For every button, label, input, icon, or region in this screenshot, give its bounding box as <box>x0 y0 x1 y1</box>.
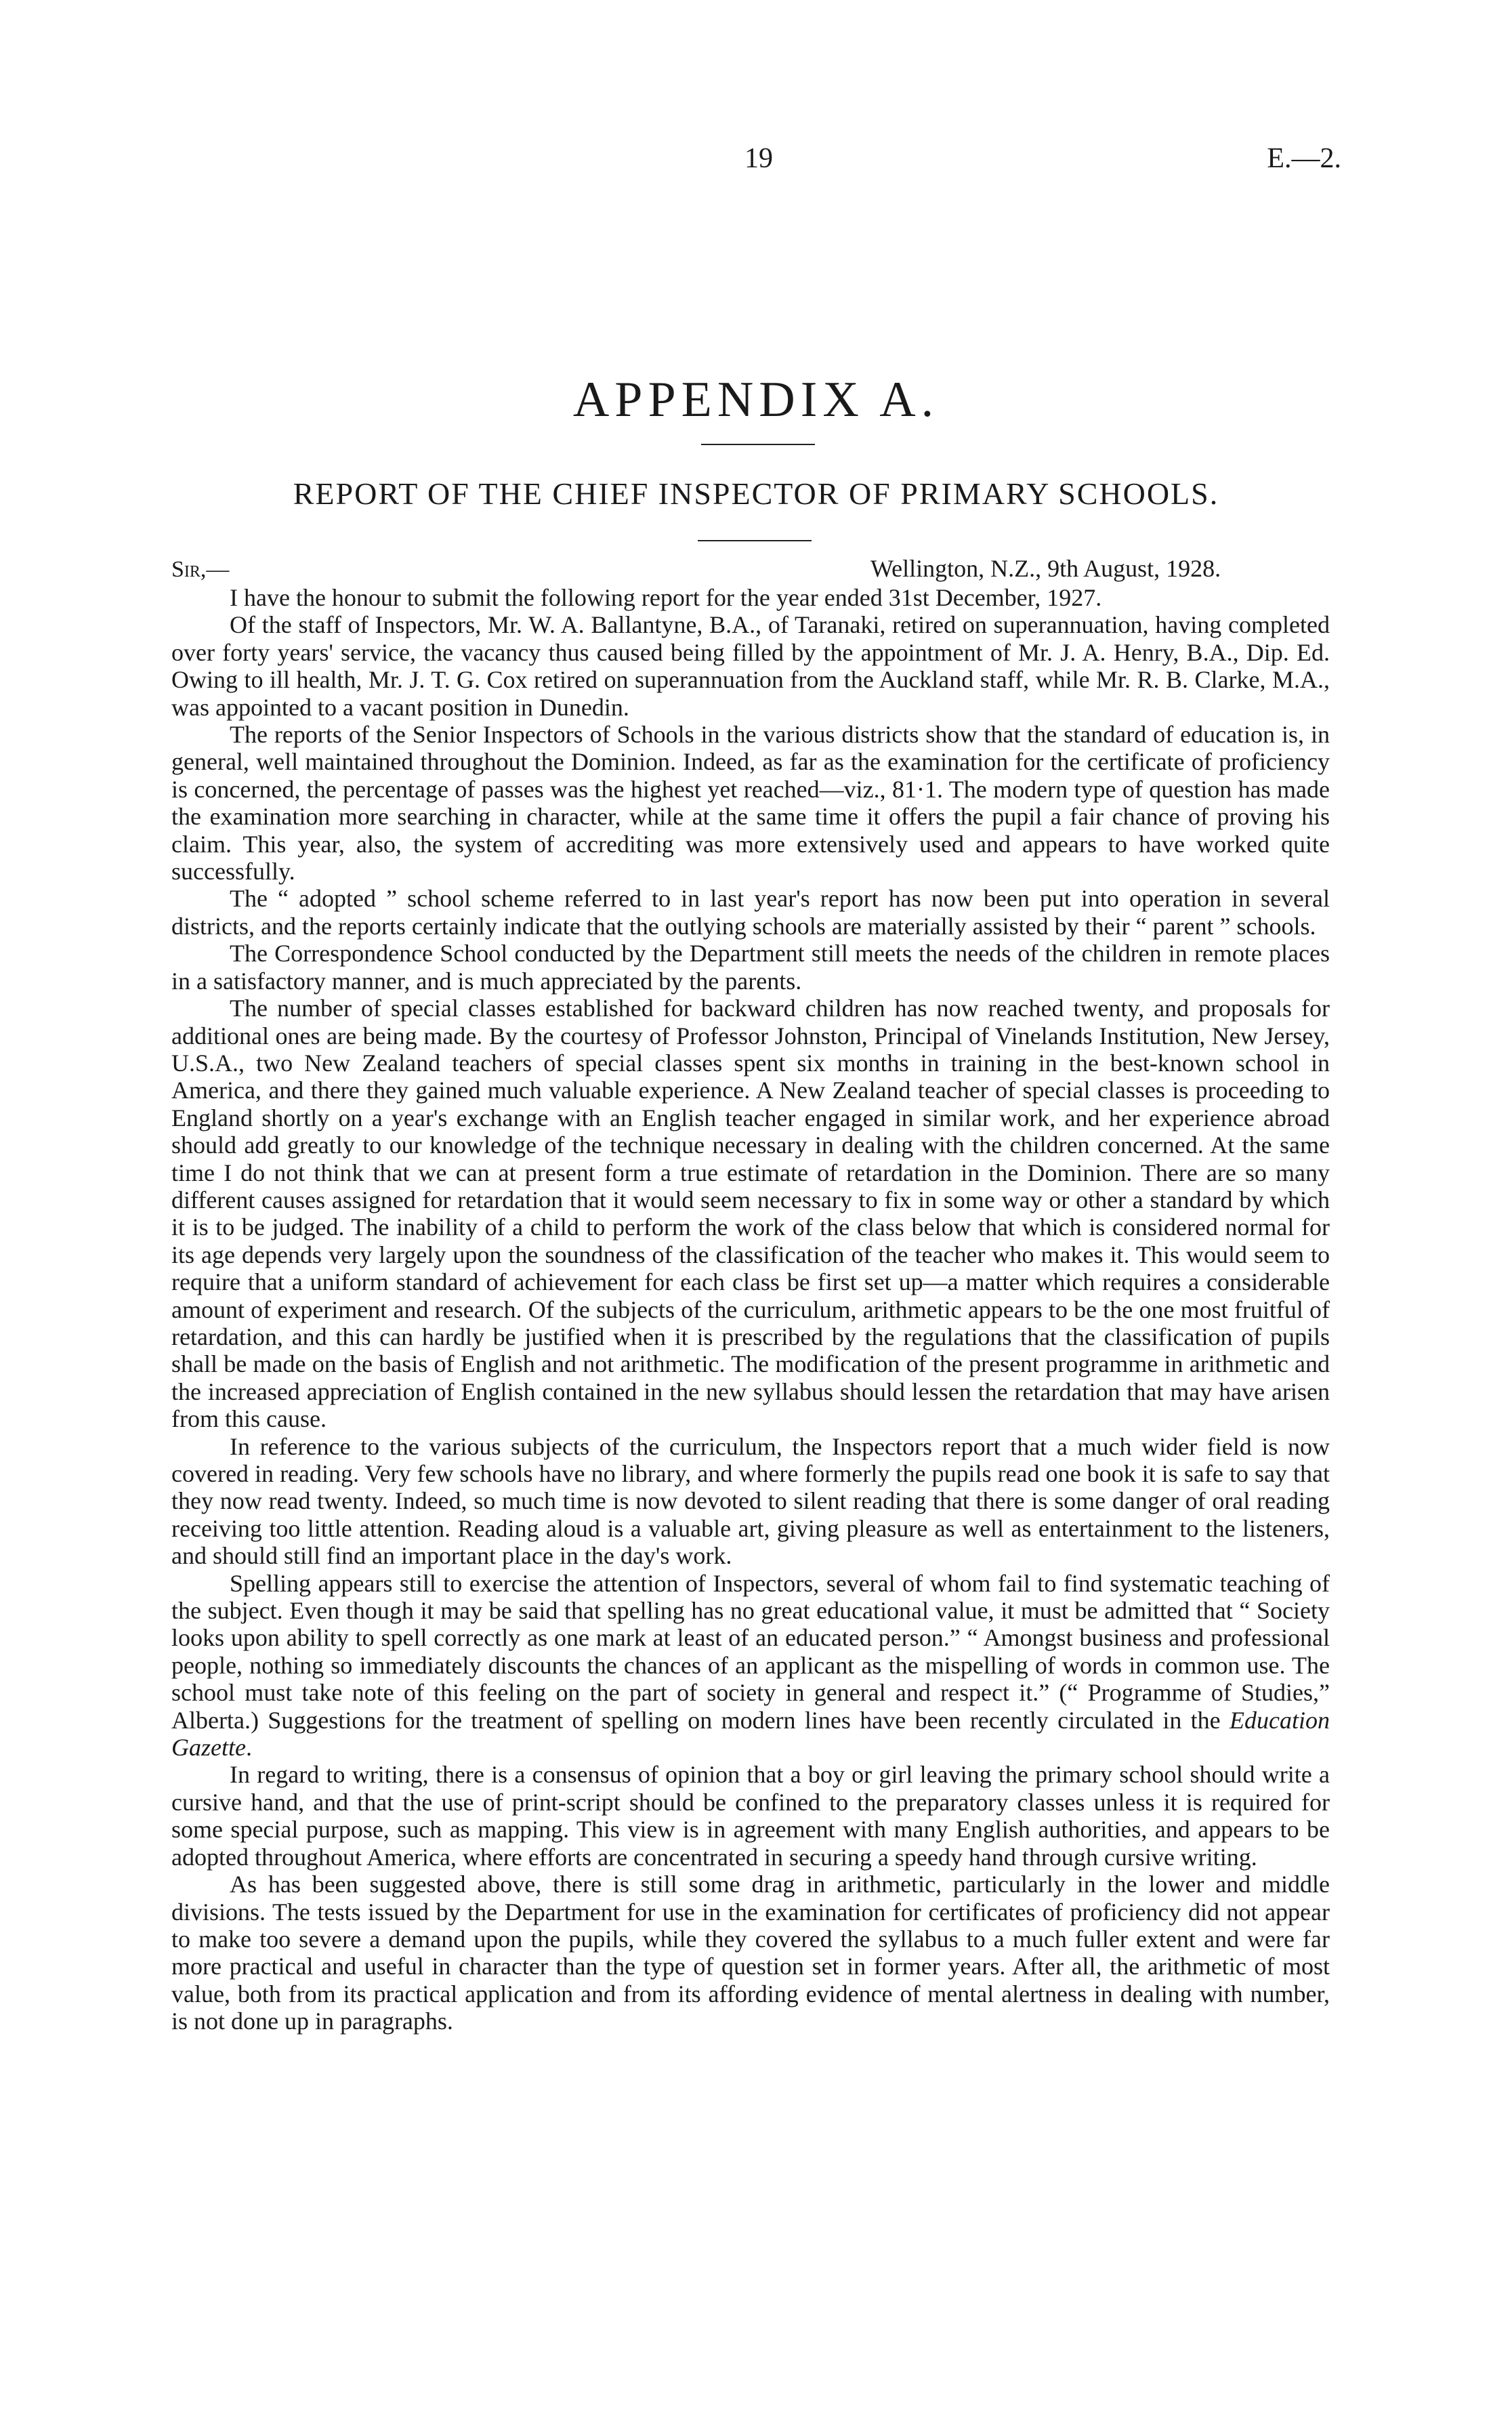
report-title: REPORT OF THE CHIEF INSPECTOR OF PRIMARY SCHOOLS. <box>293 476 1219 511</box>
paragraph-special-classes: The number of special classes established for backward children has now reached twenty, and proposals for additional ones are being made. By the courtesy of Professor Johnston, Principal of Vinelands Institution, New Jersey, U.S.A., two New Zealand teachers of special classes spent six months in training in the best-known school in America, and there they gained much valuable experience. A New Zealand teacher of special classes is proceeding to England shortly on a year's exchange with an English teacher engaged in similar work, and her experience abroad should add greatly to our knowledge of the technique necessary in dealing with the children concerned. At the same time I do not think that we can at present form a true estimate of retardation in the Dominion. There are so many different causes assigned for retardation that it would seem necessary to fix in some way or other a standard by which it is to be judged. The inability of a child to perform the work of the class below that which is considered normal for its age depends very largely upon the soundness of the classification of the teacher who makes it. This would seem to require that a uniform standard of achievement for each class be first set up—a matter which requires a considerable amount of experiment and research. Of the subjects of the curriculum, arithmetic appears to be the one most fruitful of retardation, and this can hardly be justified when it is prescribed by the regulations that the classification of pupils shall be made on the basis of English and not arithmetic. The modification of the present programme in arithmetic and the increased appreciation of English contained in the new syllabus should lessen the retardation that may have arisen from this cause. <box>171 995 1330 1433</box>
paragraph-staff: Of the staff of Inspectors, Mr. W. A. Ballantyne, B.A., of Taranaki, retired on superannuation, having completed over forty years' service, the vacancy thus caused being filled by the appointment of Mr. J. A. Henry, B.A., Dip. Ed. Owing to ill health, Mr. J. T. G. Cox retired on superannuation from the Auckland staff, while Mr. R. B. Clarke, M.A., was appointed to a vacant position in Dunedin. <box>171 611 1330 721</box>
paragraph-intro: I have the honour to submit the following report for the year ended 31st December, 1927. <box>230 584 1102 611</box>
paragraph-standard: The reports of the Senior Inspectors of Schools in the various districts show that the standard of education is, in general, well maintained throughout the Dominion. Indeed, as far as the examination for the certificate of proficiency is concerned, the percentage of passes was the highest yet reached—viz., 81·1. The modern type of question has made the examination more searching in character, while at the same time it offers the pupil a fair chance of proving his claim. This year, also, the system of accrediting was more extensively used and appears to have worked quite successfully. <box>171 721 1330 886</box>
paragraph-correspondence-school: The Correspondence School conducted by the Department still meets the needs of the children in remote places in a satisfactory manner, and is much appreciated by the parents. <box>171 940 1330 995</box>
spelling-text: Spelling appears still to exercise the attention of Inspectors, several of whom fail to find systematic teaching of the subject. Even though it may be said that spelling has no great educational value, it must be admitted that “ Society looks upon ability to spell correctly as one mark at least of an educated person.” “ Amongst business and professional people, nothing so immediately discounts the chances of an applicant as the mispelling of words in common use. The school must take note of this feeling on the part of society in general and respect it.” (“ Programme of Studies,” Alberta.) Suggestions for the treatment of spelling on modern lines have been recently circulated in the <box>171 1569 1330 1734</box>
paragraph-arithmetic: As has been suggested above, there is still some drag in arithmetic, particularly in the lower and middle divisions. The tests issued by the Department for use in the examination for certificates of proficiency did not appear to make too severe a demand upon the pupils, while they covered the syllabus to a much fuller extent and were far more practical and useful in character than the type of question set in former years. After all, the arithmetic of most value, both from its practical application and from its affording evidence of mental alertness in dealing with number, is not done up in paragraphs. <box>171 1871 1330 2035</box>
appendix-title: APPENDIX A. <box>572 372 940 428</box>
section-divider <box>698 540 812 541</box>
document-reference: E.—2. <box>1267 143 1341 174</box>
page-number: 19 <box>744 143 773 174</box>
paragraph-writing: In regard to writing, there is a consensus of opinion that a boy or girl leaving the primary school should write a cursive hand, and that the use of print-script should be confined to the preparatory classes unless it is required for some special purpose, such as mapping. This view is in agreement with many English authorities, and appears to be adopted throughout America, where efforts are concentrated in securing a speedy hand through cursive writing. <box>171 1761 1330 1871</box>
spelling-end: . <box>245 1734 252 1762</box>
paragraph-adopted-schools: The “ adopted ” school scheme referred to in last year's report has now been put into operation in several districts, and the reports certainly indicate that the outlying schools are materially assisted by their “ parent ” schools. <box>171 885 1330 940</box>
title-divider <box>701 444 815 445</box>
spelling-italic-title: Education Gazette <box>171 1706 1330 1762</box>
salutation: Sir,— <box>171 557 230 582</box>
report-body <box>171 584 1330 2035</box>
paragraph-spelling <box>171 1570 1330 1762</box>
dateline: Wellington, N.Z., 9th August, 1928. <box>870 555 1221 582</box>
paragraph-reading: In reference to the various subjects of the curriculum, the Inspectors report that a much wider field is now covered in reading. Very few schools have no library, and where formerly the pupils read one book it is safe to say that they now read twenty. Indeed, so much time is now devoted to silent reading that there is some danger of oral reading receiving too little attention. Reading aloud is a valuable art, giving pleasure as well as entertainment to the listeners, and should still find an important place in the day's work. <box>171 1432 1330 1570</box>
